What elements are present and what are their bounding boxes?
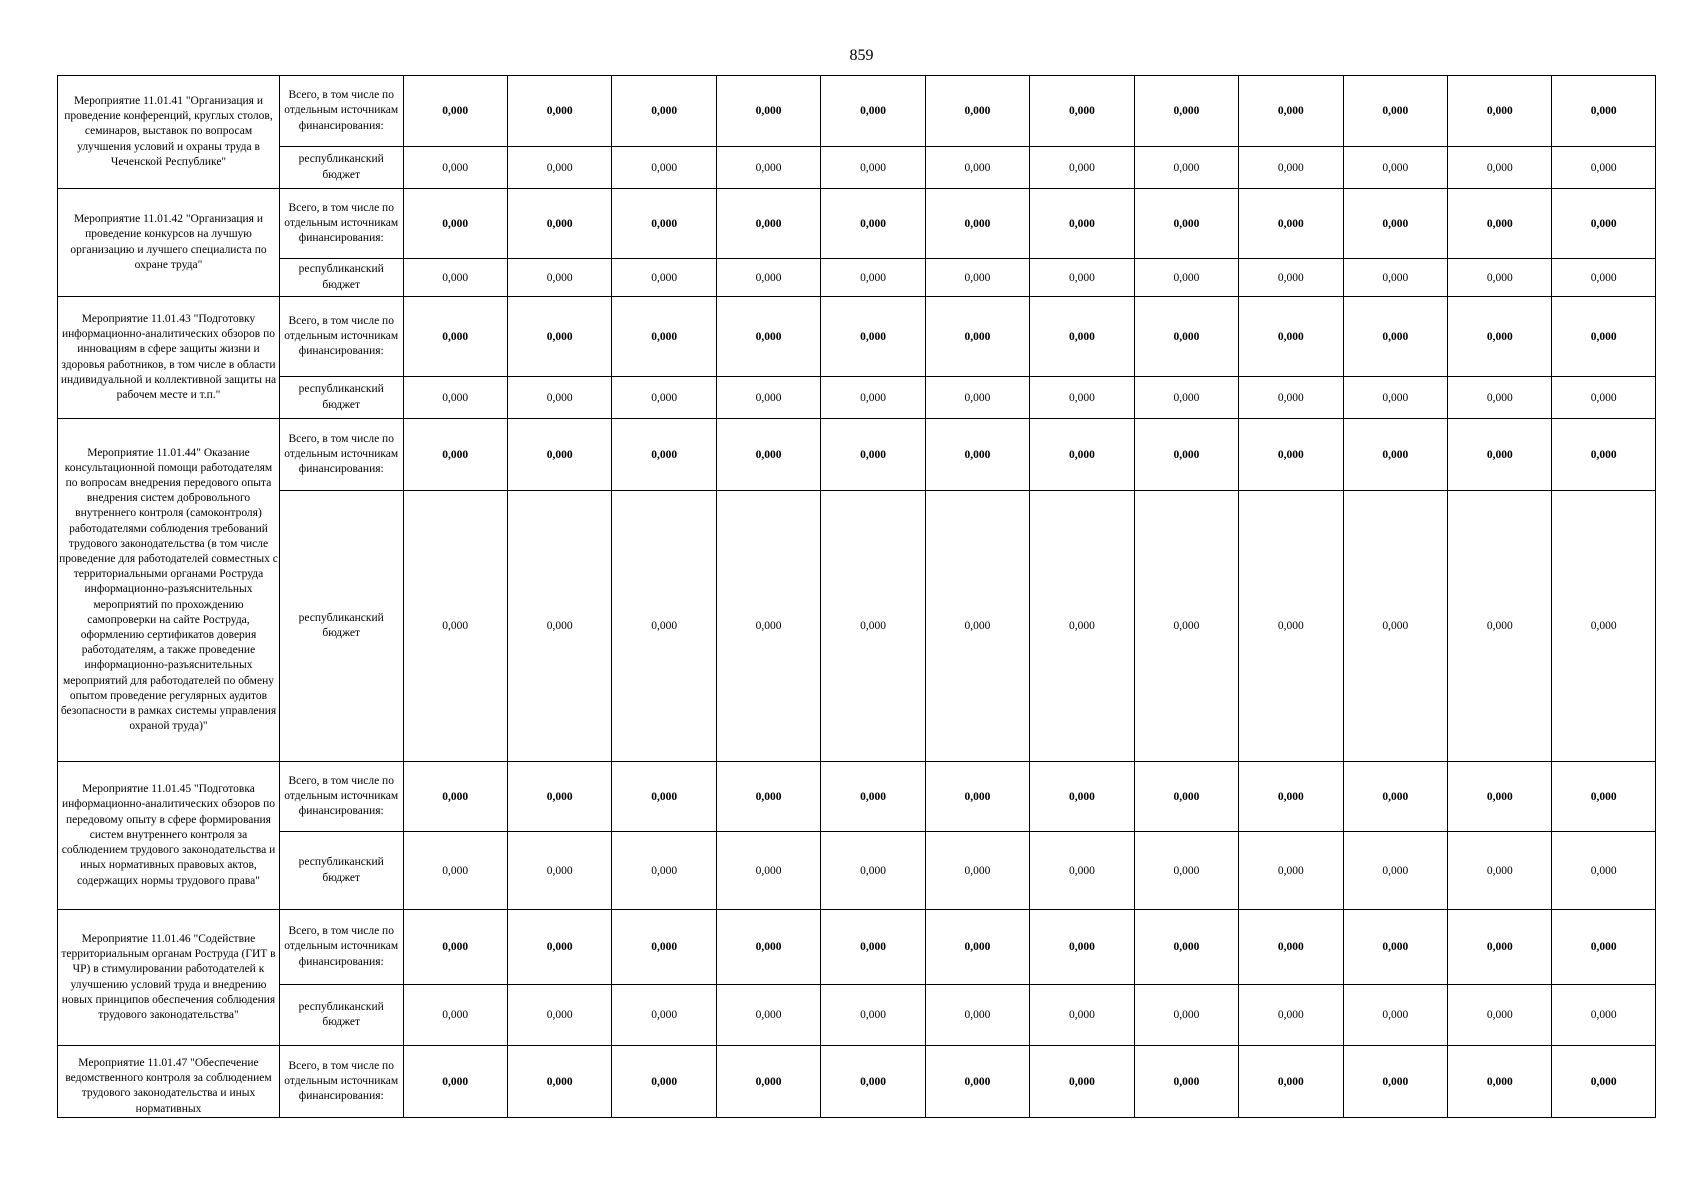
budget-value-cell: 0,000 — [1343, 147, 1447, 189]
activity-total-row — [58, 76, 1656, 147]
total-value-cell: 0,000 — [507, 189, 611, 259]
total-value-cell: 0,000 — [1343, 419, 1447, 491]
total-value-cell: 0,000 — [821, 762, 925, 832]
total-value-cell: 0,000 — [1448, 76, 1552, 147]
total-value-cell: 0,000 — [612, 910, 716, 985]
activity-description: Мероприятие 11.01.42 "Организация и проведение конкурсов на лучшую организацию и лучшего специалиста по охране труда" — [58, 189, 280, 297]
total-value-cell: 0,000 — [403, 189, 507, 259]
total-value-cell: 0,000 — [925, 1046, 1029, 1118]
total-value-cell: 0,000 — [403, 1046, 507, 1118]
total-value-cell: 0,000 — [925, 297, 1029, 377]
activity-total-row — [58, 189, 1656, 259]
total-value-cell: 0,000 — [1134, 189, 1238, 259]
funding-table — [57, 75, 1656, 1118]
total-value-cell: 0,000 — [1239, 1046, 1343, 1118]
funding-source-total: Всего, в том числе по отдельным источникам финансирования: — [279, 297, 403, 377]
total-value-cell: 0,000 — [1030, 1046, 1134, 1118]
total-value-cell: 0,000 — [1239, 189, 1343, 259]
total-value-cell: 0,000 — [1343, 1046, 1447, 1118]
total-value-cell: 0,000 — [1448, 762, 1552, 832]
budget-value-cell: 0,000 — [821, 985, 925, 1046]
funding-source-republican: республиканский бюджет — [279, 832, 403, 910]
activity-budget-row — [58, 985, 1656, 1046]
total-value-cell: 0,000 — [1552, 910, 1656, 985]
budget-value-cell: 0,000 — [507, 832, 611, 910]
total-value-cell: 0,000 — [1134, 76, 1238, 147]
total-value-cell: 0,000 — [507, 297, 611, 377]
total-value-cell: 0,000 — [821, 76, 925, 147]
total-value-cell: 0,000 — [1448, 189, 1552, 259]
total-value-cell: 0,000 — [821, 419, 925, 491]
total-value-cell: 0,000 — [1343, 297, 1447, 377]
total-value-cell: 0,000 — [507, 76, 611, 147]
activity-total-row — [58, 1046, 1656, 1118]
total-value-cell: 0,000 — [1448, 910, 1552, 985]
budget-value-cell: 0,000 — [1552, 147, 1656, 189]
budget-value-cell: 0,000 — [716, 147, 820, 189]
budget-value-cell: 0,000 — [1343, 832, 1447, 910]
budget-value-cell: 0,000 — [507, 985, 611, 1046]
activity-total-row — [58, 762, 1656, 832]
funding-source-republican: республиканский бюджет — [279, 377, 403, 419]
funding-source-total: Всего, в том числе по отдельным источникам финансирования: — [279, 762, 403, 832]
budget-value-cell: 0,000 — [1030, 491, 1134, 762]
total-value-cell: 0,000 — [403, 76, 507, 147]
total-value-cell: 0,000 — [821, 189, 925, 259]
activity-description: Мероприятие 11.01.43 "Подготовку информационно-аналитических обзоров по инновациям в сфере защиты жизни и здоровья работников, в том числе в области индивидуальной и коллективной защиты на рабочем месте и т.п." — [58, 297, 280, 419]
budget-value-cell: 0,000 — [925, 985, 1029, 1046]
total-value-cell: 0,000 — [1239, 762, 1343, 832]
activity-total-row — [58, 297, 1656, 377]
activity-budget-row — [58, 147, 1656, 189]
total-value-cell: 0,000 — [1134, 419, 1238, 491]
funding-source-republican: республиканский бюджет — [279, 985, 403, 1046]
budget-value-cell: 0,000 — [925, 147, 1029, 189]
budget-value-cell: 0,000 — [925, 491, 1029, 762]
total-value-cell: 0,000 — [1030, 762, 1134, 832]
total-value-cell: 0,000 — [507, 910, 611, 985]
total-value-cell: 0,000 — [1134, 1046, 1238, 1118]
budget-value-cell: 0,000 — [507, 147, 611, 189]
total-value-cell: 0,000 — [403, 762, 507, 832]
budget-value-cell: 0,000 — [821, 259, 925, 297]
budget-value-cell: 0,000 — [507, 377, 611, 419]
total-value-cell: 0,000 — [716, 910, 820, 985]
budget-value-cell: 0,000 — [403, 491, 507, 762]
budget-value-cell: 0,000 — [925, 832, 1029, 910]
budget-value-cell: 0,000 — [1239, 491, 1343, 762]
budget-value-cell: 0,000 — [1030, 147, 1134, 189]
total-value-cell: 0,000 — [716, 189, 820, 259]
total-value-cell: 0,000 — [1552, 762, 1656, 832]
budget-value-cell: 0,000 — [403, 259, 507, 297]
budget-value-cell: 0,000 — [821, 832, 925, 910]
total-value-cell: 0,000 — [716, 76, 820, 147]
total-value-cell: 0,000 — [1343, 762, 1447, 832]
total-value-cell: 0,000 — [1448, 1046, 1552, 1118]
total-value-cell: 0,000 — [716, 297, 820, 377]
total-value-cell: 0,000 — [1030, 189, 1134, 259]
budget-value-cell: 0,000 — [612, 985, 716, 1046]
total-value-cell: 0,000 — [716, 419, 820, 491]
budget-value-cell: 0,000 — [925, 259, 1029, 297]
total-value-cell: 0,000 — [1030, 297, 1134, 377]
activity-budget-row — [58, 377, 1656, 419]
total-value-cell: 0,000 — [1030, 419, 1134, 491]
budget-value-cell: 0,000 — [403, 832, 507, 910]
budget-value-cell: 0,000 — [1134, 832, 1238, 910]
total-value-cell: 0,000 — [821, 297, 925, 377]
total-value-cell: 0,000 — [925, 910, 1029, 985]
total-value-cell: 0,000 — [1448, 297, 1552, 377]
budget-value-cell: 0,000 — [821, 491, 925, 762]
total-value-cell: 0,000 — [1239, 297, 1343, 377]
budget-value-cell: 0,000 — [507, 491, 611, 762]
total-value-cell: 0,000 — [612, 1046, 716, 1118]
budget-value-cell: 0,000 — [716, 259, 820, 297]
total-value-cell: 0,000 — [1239, 910, 1343, 985]
budget-value-cell: 0,000 — [821, 147, 925, 189]
total-value-cell: 0,000 — [507, 419, 611, 491]
budget-value-cell: 0,000 — [1030, 259, 1134, 297]
budget-value-cell: 0,000 — [612, 377, 716, 419]
activity-total-row — [58, 419, 1656, 491]
total-value-cell: 0,000 — [612, 189, 716, 259]
activity-total-row — [58, 910, 1656, 985]
funding-source-total: Всего, в том числе по отдельным источникам финансирования: — [279, 76, 403, 147]
budget-value-cell: 0,000 — [1552, 377, 1656, 419]
total-value-cell: 0,000 — [1343, 910, 1447, 985]
total-value-cell: 0,000 — [403, 419, 507, 491]
budget-value-cell: 0,000 — [925, 377, 1029, 419]
budget-value-cell: 0,000 — [1239, 832, 1343, 910]
budget-value-cell: 0,000 — [1134, 377, 1238, 419]
budget-value-cell: 0,000 — [612, 147, 716, 189]
budget-value-cell: 0,000 — [1343, 377, 1447, 419]
total-value-cell: 0,000 — [716, 762, 820, 832]
activity-budget-row — [58, 491, 1656, 762]
activity-description: Мероприятие 11.01.47 "Обеспечение ведомственного контроля за соблюдением трудового законодательства и иных нормативных — [58, 1046, 280, 1118]
budget-value-cell: 0,000 — [1552, 259, 1656, 297]
total-value-cell: 0,000 — [1448, 419, 1552, 491]
total-value-cell: 0,000 — [612, 762, 716, 832]
funding-source-total: Всего, в том числе по отдельным источникам финансирования: — [279, 910, 403, 985]
budget-value-cell: 0,000 — [1448, 377, 1552, 419]
budget-value-cell: 0,000 — [716, 377, 820, 419]
total-value-cell: 0,000 — [1552, 76, 1656, 147]
total-value-cell: 0,000 — [507, 1046, 611, 1118]
total-value-cell: 0,000 — [1552, 297, 1656, 377]
total-value-cell: 0,000 — [403, 910, 507, 985]
activity-description: Мероприятие 11.01.45 "Подготовка информационно-аналитических обзоров по передовому опыту в сфере формирования систем внутреннего контроля за соблюдением трудового законодательства и иных нормативных правовых актов, содержащих нормы трудового права" — [58, 762, 280, 910]
total-value-cell: 0,000 — [925, 189, 1029, 259]
budget-value-cell: 0,000 — [1448, 491, 1552, 762]
total-value-cell: 0,000 — [1239, 419, 1343, 491]
budget-value-cell: 0,000 — [1552, 832, 1656, 910]
total-value-cell: 0,000 — [716, 1046, 820, 1118]
budget-value-cell: 0,000 — [1343, 259, 1447, 297]
total-value-cell: 0,000 — [612, 419, 716, 491]
total-value-cell: 0,000 — [1343, 189, 1447, 259]
budget-value-cell: 0,000 — [403, 147, 507, 189]
total-value-cell: 0,000 — [1030, 910, 1134, 985]
budget-value-cell: 0,000 — [612, 832, 716, 910]
total-value-cell: 0,000 — [507, 762, 611, 832]
budget-value-cell: 0,000 — [1552, 985, 1656, 1046]
budget-value-cell: 0,000 — [403, 377, 507, 419]
budget-value-cell: 0,000 — [1343, 491, 1447, 762]
total-value-cell: 0,000 — [925, 76, 1029, 147]
total-value-cell: 0,000 — [1552, 189, 1656, 259]
activity-budget-row — [58, 832, 1656, 910]
funding-source-republican: республиканский бюджет — [279, 491, 403, 762]
page-number: 859 — [849, 47, 874, 64]
budget-value-cell: 0,000 — [1134, 491, 1238, 762]
funding-source-total: Всего, в том числе по отдельным источникам финансирования: — [279, 1046, 403, 1118]
total-value-cell: 0,000 — [612, 76, 716, 147]
total-value-cell: 0,000 — [1552, 1046, 1656, 1118]
budget-value-cell: 0,000 — [1239, 147, 1343, 189]
funding-source-total: Всего, в том числе по отдельным источникам финансирования: — [279, 189, 403, 259]
budget-value-cell: 0,000 — [716, 985, 820, 1046]
budget-value-cell: 0,000 — [612, 259, 716, 297]
table-body — [58, 76, 1656, 1118]
activity-budget-row — [58, 259, 1656, 297]
total-value-cell: 0,000 — [925, 762, 1029, 832]
total-value-cell: 0,000 — [612, 297, 716, 377]
budget-value-cell: 0,000 — [1448, 985, 1552, 1046]
total-value-cell: 0,000 — [1134, 762, 1238, 832]
budget-value-cell: 0,000 — [1134, 147, 1238, 189]
total-value-cell: 0,000 — [1239, 76, 1343, 147]
total-value-cell: 0,000 — [1134, 910, 1238, 985]
total-value-cell: 0,000 — [821, 1046, 925, 1118]
budget-value-cell: 0,000 — [1239, 259, 1343, 297]
budget-value-cell: 0,000 — [1134, 985, 1238, 1046]
total-value-cell: 0,000 — [1134, 297, 1238, 377]
total-value-cell: 0,000 — [925, 419, 1029, 491]
total-value-cell: 0,000 — [1343, 76, 1447, 147]
budget-value-cell: 0,000 — [716, 832, 820, 910]
total-value-cell: 0,000 — [1030, 76, 1134, 147]
total-value-cell: 0,000 — [821, 910, 925, 985]
budget-value-cell: 0,000 — [1134, 259, 1238, 297]
budget-value-cell: 0,000 — [1239, 985, 1343, 1046]
budget-value-cell: 0,000 — [612, 491, 716, 762]
budget-value-cell: 0,000 — [403, 985, 507, 1046]
budget-value-cell: 0,000 — [1448, 147, 1552, 189]
budget-value-cell: 0,000 — [1030, 985, 1134, 1046]
budget-value-cell: 0,000 — [1448, 832, 1552, 910]
budget-value-cell: 0,000 — [1239, 377, 1343, 419]
funding-source-republican: республиканский бюджет — [279, 147, 403, 189]
budget-value-cell: 0,000 — [1030, 377, 1134, 419]
budget-value-cell: 0,000 — [716, 491, 820, 762]
activity-description: Мероприятие 11.01.46 "Содействие территориальным органам Роструда (ГИТ в ЧР) в стимулировании работодателей к улучшению условий труда и внедрению новых принципов обеспечения соблюдения трудового законодательства" — [58, 910, 280, 1046]
budget-value-cell: 0,000 — [1448, 259, 1552, 297]
budget-value-cell: 0,000 — [1552, 491, 1656, 762]
budget-value-cell: 0,000 — [821, 377, 925, 419]
budget-value-cell: 0,000 — [1343, 985, 1447, 1046]
total-value-cell: 0,000 — [1552, 419, 1656, 491]
budget-value-cell: 0,000 — [1030, 832, 1134, 910]
total-value-cell: 0,000 — [403, 297, 507, 377]
budget-value-cell: 0,000 — [507, 259, 611, 297]
activity-description: Мероприятие 11.01.41 "Организация и проведение конференций, круглых столов, семинаров, выставок по вопросам улучшения условий и охраны труда в Чеченской Республике" — [58, 76, 280, 189]
funding-source-total: Всего, в том числе по отдельным источникам финансирования: — [279, 419, 403, 491]
activity-description: Мероприятие 11.01.44" Оказание консультационной помощи работодателям по вопросам внедрения передового опыта внедрения систем добровольного внутреннего контроля (самоконтроля) работодателями соблюдения требований трудового законодательства (в том числе проведение для работодателей совместных с территориальными органами Роструда информационно-разъяснительных мероприятий по прохождению самопроверки на сайте Роструда, оформлению сертификатов доверия работодателям, а также проведение информационно-разъяснительных мероприятий для работодателей по обмену опытом проведение регулярных аудитов безопасности в рамках системы управления охраной труда)" — [58, 419, 280, 762]
funding-source-republican: республиканский бюджет — [279, 259, 403, 297]
